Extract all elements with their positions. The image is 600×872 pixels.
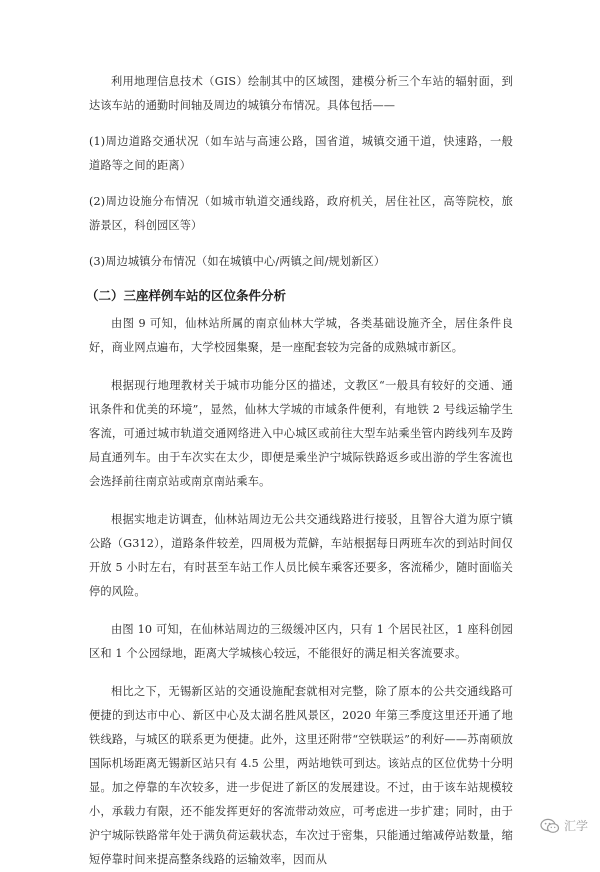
paragraph-wuxi-comparison: 相比之下，无锡新区站的交通设施配套就相对完整，除了原本的公共交通线路可便捷的到达市中心、新区中心及太湖名胜风景区，2020 年第三季度这里还开通了地铁线路，与城区的联系更为便捷。此外，这里还附带“空铁联运”的利好——苏南硕放国际机场距离无锡新区站只有 4.5 公里，两站地铁可到达。该站点的区位优势十分明显。加之停靠的车次较多，进一步促进了新区的发展建设。不过，由于该车站规模较小，承载力有限，还不能发挥更好的客流带动效应，可考虑进一步扩建；同时，由于沪宁城际铁路常年处于满负荷运载状态，车次过于密集，只能通过缩减停站数量，缩短停靠时间来提高整条线路的运输效率，因而从 <box>89 685 513 866</box>
watermark <box>540 817 588 834</box>
watermark-text: 汇学 <box>563 819 588 833</box>
paragraph-functional-zoning: 根据现行地理教材关于城市功能分区的描述，文教区“一般具有较好的交通、通讯条件和优美的环境”，显然，仙林大学城的市域条件便利，有地铁 2 号线运输学生客流，可通过城市轨道交通网络进入中心城区或前往大型车站乘坐管内跨线列车及跨局直通列车。由于车次实在太少，即便是乘坐沪宁城际铁路返乡或出游的学生客流也会选择前往南京站或南京南站乘车。 <box>89 379 513 488</box>
intro-paragraph: 利用地理信息技术（GIS）绘制其中的区域图，建模分析三个车站的辐射面，到达该车站的通勤时间轴及周边的城镇分布情况。具体包括—— <box>89 75 513 112</box>
paragraph-field-survey: 根据实地走访调查，仙林站周边无公共交通线路进行接驳，且智谷大道为原宁镇公路（G312），道路条件较差，四周极为荒僻，车站根据每日两班车次的到站时间仅开放 5 小时左右，有时甚至车站工作人员比候车乘客还要多，客流稀少，随时面临关停的风险。 <box>89 513 513 598</box>
document-page <box>86 70 513 872</box>
paragraph-buffer-zone: 由图 10 可知，在仙林站周边的三级缓冲区内，只有 1 个居民社区，1 座科创园区和 1 个公园绿地，距离大学城核心较远，不能很好的满足相关客流要求。 <box>89 623 513 660</box>
wechat-icon <box>540 818 560 834</box>
list-item-roads: (1)周边道路交通状况（如车站与高速公路，国省道，城镇交通干道，快速路，一般道路等之间的距离） <box>89 135 513 172</box>
list-item-towns: (3)周边城镇分布情况（如在城镇中心/两镇之间/规划新区） <box>89 255 386 268</box>
list-item-facilities: (2)周边设施分布情况（如城市轨道交通线路，政府机关，居住社区，高等院校，旅游景区，科创园区等） <box>89 195 513 232</box>
paragraph-xianlin-overview: 由图 9 可知，仙林站所属的南京仙林大学城，各类基础设施齐全，居住条件良好，商业网点遍布，大学校园集聚，是一座配套较为完备的成熟城市新区。 <box>89 317 513 354</box>
section-heading: （二）三座样例车站的区位条件分析 <box>86 288 287 303</box>
